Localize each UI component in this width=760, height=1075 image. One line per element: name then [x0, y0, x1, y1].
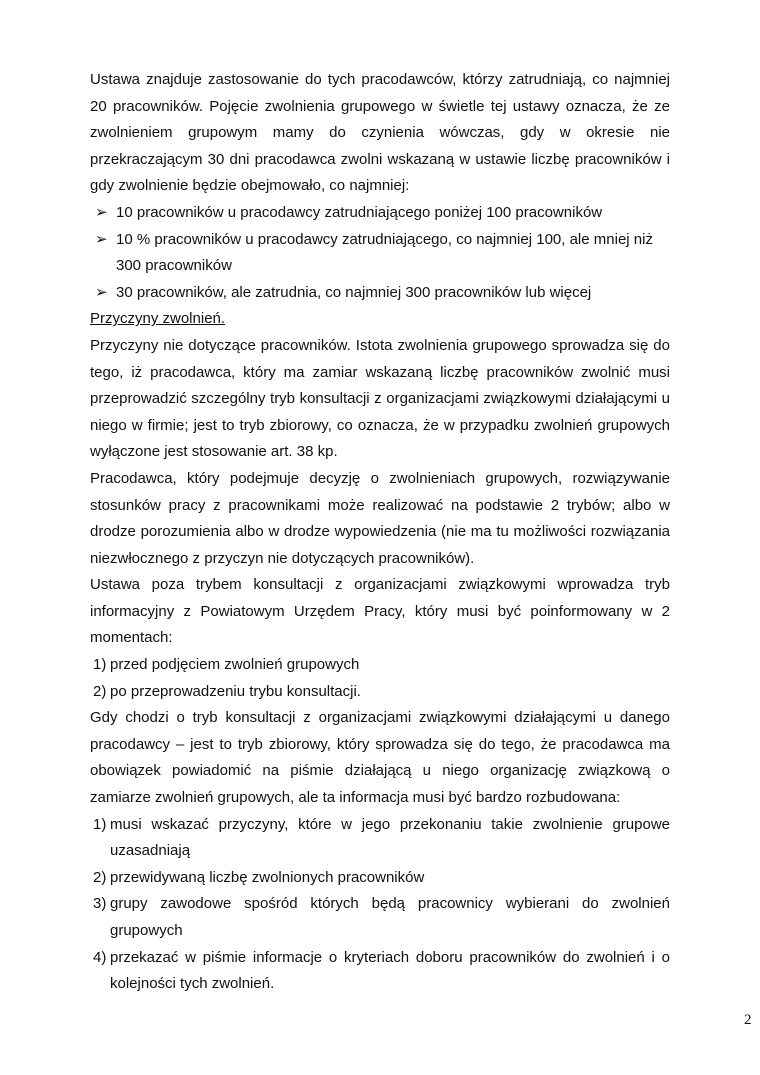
numbered-list	[90, 652, 670, 705]
paragraph: Ustawa poza trybem konsultacji z organizacjami związkowymi wprowadza tryb informacyjny z Powiatowym Urzędem Pracy, który musi być poinformowany w 2 momentach:	[90, 576, 670, 647]
list-item: 1) musi wskazać przyczyny, które w jego przekonaniu takie zwolnienie grupowe uzasadniają	[93, 815, 670, 860]
list-item: 1) przed podjęciem zwolnień grupowych	[93, 656, 360, 674]
arrow-bullet-icon: ➢	[95, 230, 108, 248]
list-item: ➢ 10 pracowników u pracodawcy zatrudniającego poniżej 100 pracowników	[90, 200, 670, 227]
numbered-list	[90, 812, 670, 998]
list-item: 3) grupy zawodowe spośród których będą pracownicy wybierani do zwolnień grupowych	[93, 895, 670, 939]
document-body	[90, 67, 670, 998]
arrow-list	[90, 200, 670, 306]
paragraph: Gdy chodzi o tryb konsultacji z organizacjami związkowymi działającymi u danego pracodawcy – jest to tryb zbiorowy, który sprowadza się do tego, że pracodawca ma obowiązek powiadomić na piśmie działającą u niego organizację związkową o zamiarze zwolnień grupowych, ale ta informacja musi być bardzo rozbudowana:	[90, 709, 670, 807]
arrow-bullet-icon: ➢	[95, 203, 108, 221]
list-item: 2) po przeprowadzeniu trybu konsultacji.	[93, 682, 361, 700]
intro-paragraph: Ustawa znajduje zastosowanie do tych pracodawców, którzy zatrudniają, co najmniej 20 pracowników. Pojęcie zwolnienia grupowego w świetle tej ustawy oznacza, że ze zwolnieniem grupowym mamy do czynienia wówczas, gdy w okresie nie przekraczającym 30 dni pracodawca zwolni wskazaną w ustawie liczbę pracowników i gdy zwolnienie będzie obejmowało, co najmniej:	[90, 71, 670, 195]
paragraph: Pracodawca, który podejmuje decyzję o zwolnieniach grupowych, rozwiązywanie stosunków pracy z pracownikami może realizować na podstawie 2 trybów; albo w drodze porozumienia albo w drodze wypowiedzenia (nie ma tu możliwości rozwiązania niezwłocznego z przyczyn nie dotyczących pracowników).	[90, 469, 670, 567]
list-item: 4) przekazać w piśmie informacje o kryteriach doboru pracowników do zwolnień i o kolejności tych zwolnień.	[93, 948, 670, 993]
paragraph: Przyczyny nie dotyczące pracowników. Istota zwolnienia grupowego sprowadza się do tego, iż pracodawca, który ma zamiar wskazaną liczbę pracowników zwolnić musi przeprowadzić szczególny tryb konsultacji z organizacjami związkowymi działającymi u niego w firmie; jest to tryb zbiorowy, co oznacza, że w przypadku zwolnień grupowych wyłączone jest stosowanie art. 38 kp.	[90, 336, 670, 461]
section-heading: Przyczyny zwolnień.	[90, 310, 226, 328]
list-item: 2) przewidywaną liczbę zwolnionych pracowników	[93, 868, 425, 886]
list-item: ➢ 30 pracowników, ale zatrudnia, co najmniej 300 pracowników lub więcej	[90, 280, 670, 307]
list-item: ➢ 10 % pracowników u pracodawcy zatrudniającego, co najmniej 100, ale mniej niż 300 pracowników	[90, 227, 670, 280]
arrow-bullet-icon: ➢	[95, 283, 108, 301]
page-number: 2	[744, 1012, 752, 1028]
